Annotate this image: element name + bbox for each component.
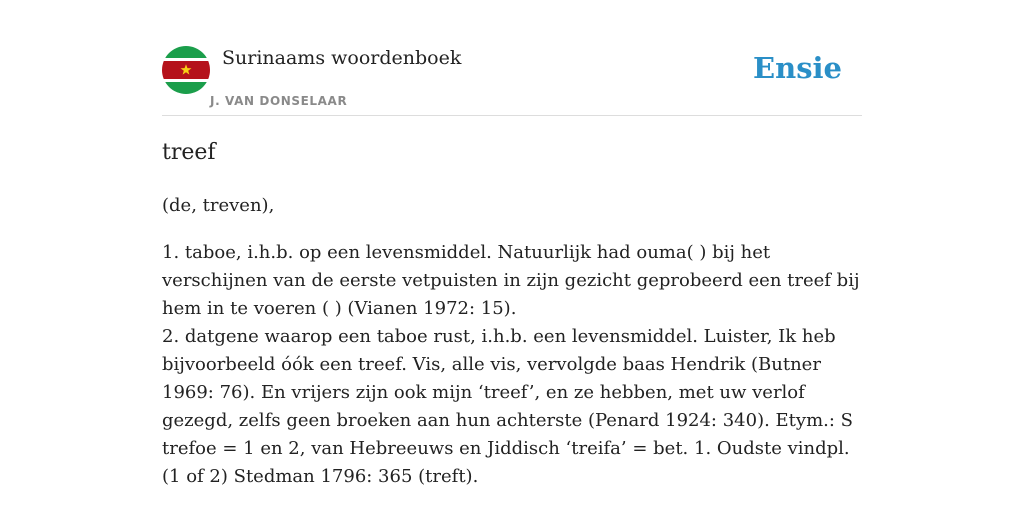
suriname-flag-icon (162, 46, 210, 94)
flag-stripe-bottom (162, 82, 210, 94)
sense-2: 2. datgene waarop een taboe rust, i.h.b. een levensmiddel. Luister, Ik heb bijvoorbeeld óók een treef. Vis, alle vis, vervolgde baas Hendrik (Butner 1969: 76). En vrijers zijn ook mijn ‘treef’, en ze hebben, met uw verlof gezegd, zelfs geen broeken aan hun achterste (Penard 1924: 340). Etym.: S trefoe = 1 en 2, van Hebreeuws en Jiddisch ‘treifa’ = bet. 1. Oudste vindpl. (1 of 2) Stedman 1796: 365 (treft). (162, 326, 853, 487)
entry-grammar: (de, treven), (162, 195, 275, 216)
brand-logo[interactable]: Ensie (753, 51, 842, 85)
flag-stripe-top (162, 46, 210, 58)
sense-1: 1. taboe, i.h.b. op een levensmiddel. Natuurlijk had ouma( ) bij het verschijnen van de eerste vetpuisten in zijn gezicht geprobeerd een treef bij hem in te voeren ( ) (Vianen 1972: 15). (162, 242, 860, 319)
dictionary-author: J. VAN DONSELAAR (210, 94, 348, 108)
header-divider (162, 115, 862, 116)
flag-stripe-white-top (162, 58, 210, 61)
header (162, 46, 862, 116)
entry-headword: treef (162, 140, 216, 165)
entry-definition (162, 239, 862, 491)
flag-stripe-white-bottom (162, 79, 210, 82)
dictionary-title[interactable]: Surinaams woordenboek (222, 47, 462, 69)
